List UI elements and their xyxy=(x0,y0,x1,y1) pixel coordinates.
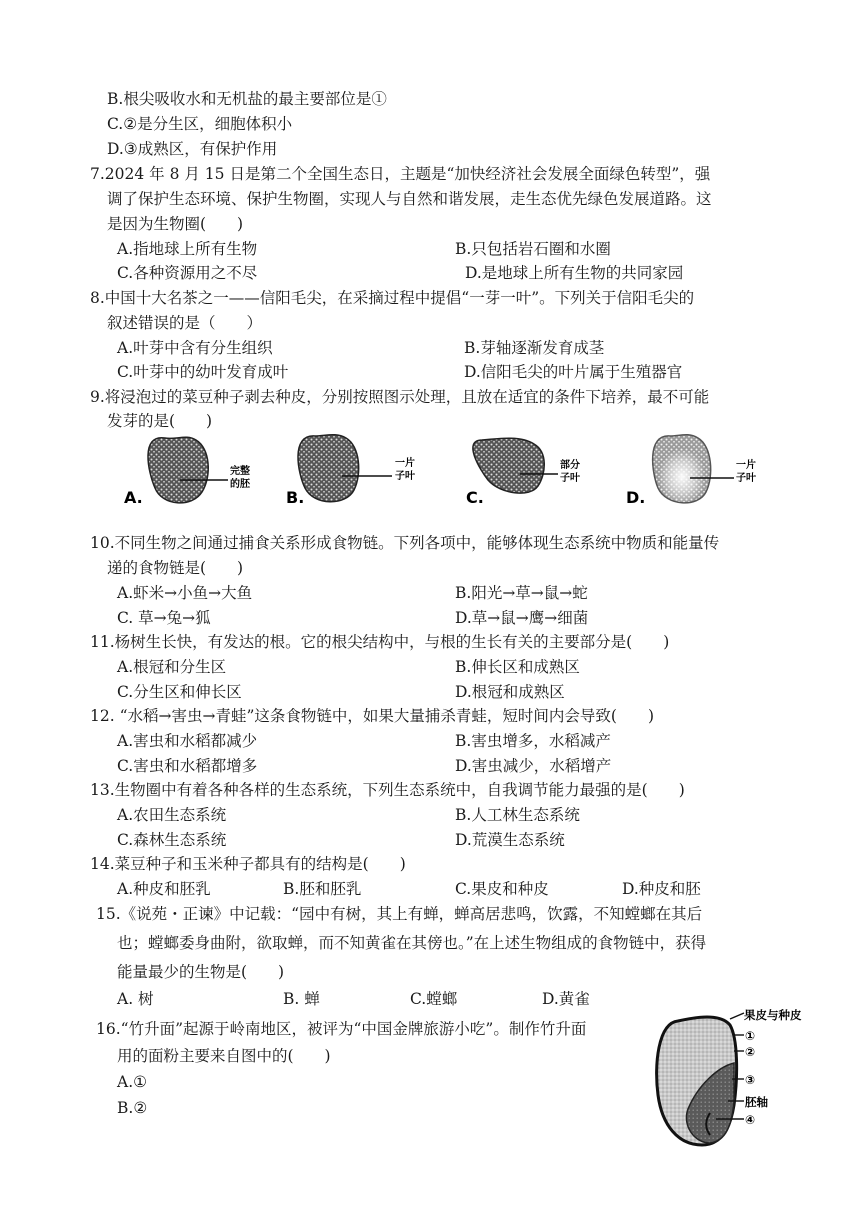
q15-stem-line1: 15.《说苑・正谏》中记载：“园中有树，其上有蝉，蝉高居悲鸣，饮露，不知螳螂在其后 xyxy=(96,905,703,923)
q16-option-a: A.① xyxy=(117,1073,148,1091)
q10-option-c: C. 草→兔→狐 xyxy=(117,609,211,627)
corn-seed-label-3: ③ xyxy=(745,1073,756,1087)
q14-option-a: A.种皮和胚乳 xyxy=(117,880,211,898)
seed-b-label-line2: 子叶 xyxy=(395,471,415,482)
corn-seed-label-pericarp: 果皮与种皮 xyxy=(744,1008,802,1022)
q11-option-c: C.分生区和伸长区 xyxy=(117,683,242,701)
q13-option-c: C.森林生态系统 xyxy=(117,831,227,849)
q14-stem-line1: 14.菜豆种子和玉米种子都具有的结构是( ) xyxy=(90,855,406,873)
q13-option-a: A.农田生态系统 xyxy=(117,806,227,824)
q15-stem-line2: 也；螳螂委身曲附，欲取蝉，而不知黄雀在其傍也。”在上述生物组成的食物链中，获得 xyxy=(117,934,707,952)
q12-option-c: C.害虫和水稻都增多 xyxy=(117,757,258,775)
q15-option-d: D.黄雀 xyxy=(542,990,590,1008)
q12-option-a: A.害虫和水稻都减少 xyxy=(117,732,258,750)
q10-stem-line2: 递的食物链是( ) xyxy=(107,559,244,577)
seed-a-letter: A. xyxy=(124,488,143,507)
q15-option-b: B. 蝉 xyxy=(283,990,320,1008)
q11-option-b: B.伸长区和成熟区 xyxy=(455,658,580,676)
q13-stem-line1: 13.生物圈中有着各种各样的生态系统，下列生态系统中，自我调节能力最强的是( ) xyxy=(90,781,685,799)
q9-seed-figure xyxy=(110,428,790,516)
q7-stem-line1: 7.2024 年 8 月 15 日是第二个全国生态日，主题是“加快经济社会发展全面绿色转型”，强 xyxy=(90,165,711,183)
q12-option-b: B.害虫增多，水稻减产 xyxy=(455,732,611,750)
q8-stem-line1: 8.中国十大名茶之一——信阳毛尖，在采摘过程中提倡“一芽一叶”。下列关于信阳毛尖的 xyxy=(90,289,695,307)
seed-a xyxy=(124,437,251,507)
prev-option-d: D.③成熟区，有保护作用 xyxy=(107,140,278,158)
seed-d-label-line2: 子叶 xyxy=(736,473,756,484)
q7-option-d: D.是地球上所有生物的共同家园 xyxy=(465,264,684,282)
q12-option-d: D.害虫减少，水稻增产 xyxy=(455,757,612,775)
seed-c-label-line1: 部分 xyxy=(560,460,580,471)
q10-option-b: B.阳光→草→鼠→蛇 xyxy=(455,584,588,602)
q9-stem-line2: 发芽的是( ) xyxy=(107,412,213,430)
q15-stem-line3: 能量最少的生物是( ) xyxy=(117,963,285,981)
q8-option-c: C.叶芽中的幼叶发育成叶 xyxy=(117,363,289,381)
corn-seed-label-1: ① xyxy=(745,1029,756,1043)
seed-a-label-line2: 的胚 xyxy=(230,479,250,490)
seed-c-label-line2: 子叶 xyxy=(560,473,580,484)
q14-option-d: D.种皮和胚 xyxy=(622,880,701,898)
seed-a-label-line1: 完整 xyxy=(230,466,250,477)
q11-stem-line1: 11.杨树生长快，有发达的根。它的根尖结构中，与根的生长有关的主要部分是( ) xyxy=(90,633,670,651)
corn-seed-label-2: ② xyxy=(745,1045,756,1059)
q15-option-a: A. 树 xyxy=(117,990,154,1008)
q8-option-a: A.叶芽中含有分生组织 xyxy=(117,339,273,357)
seed-b-label-line1: 一片 xyxy=(395,458,415,469)
q16-stem-line1: 16.“竹升面”起源于岭南地区，被评为“中国金牌旅游小吃”。制作竹升面 xyxy=(96,1020,587,1038)
q7-stem-line3: 是因为生物圈( ) xyxy=(107,215,244,233)
q8-stem-line2: 叙述错误的是（ ） xyxy=(107,314,263,332)
corn-seed-label-hypocotyl: 胚轴 xyxy=(745,1095,768,1109)
q16-option-b: B.② xyxy=(117,1099,148,1117)
q7-option-c: C.各种资源用之不尽 xyxy=(117,264,258,282)
corn-seed xyxy=(657,1017,737,1145)
q7-option-b: B.只包括岩石圈和水圈 xyxy=(455,240,611,258)
q7-option-a: A.指地球上所有生物 xyxy=(117,240,258,258)
q10-option-d: D.草→鼠→鹰→细菌 xyxy=(455,609,589,627)
q7-stem-line2: 调了保护生态环境、保护生物圈，实现人与自然和谐发展，走生态优先绿色发展道路。这 xyxy=(107,190,712,208)
seed-b-letter: B. xyxy=(286,488,305,507)
q11-option-d: D.根冠和成熟区 xyxy=(455,683,565,701)
q10-stem-line1: 10.不同生物之间通过捕食关系形成食物链。下列各项中，能够体现生态系统中物质和能量传 xyxy=(90,534,720,552)
prev-option-b: B.根尖吸收水和无机盐的最主要部位是① xyxy=(107,90,387,108)
q14-option-c: C.果皮和种皮 xyxy=(455,880,549,898)
seed-c xyxy=(466,438,581,507)
q16-stem-line2: 用的面粉主要来自图中的( ) xyxy=(117,1047,331,1065)
q10-option-a: A.虾米→小鱼→大鱼 xyxy=(117,584,253,602)
q8-option-d: D.信阳毛尖的叶片属于生殖器官 xyxy=(464,363,683,381)
q14-option-b: B.胚和胚乳 xyxy=(283,880,362,898)
q11-option-a: A.根冠和分生区 xyxy=(117,658,227,676)
seed-c-letter: C. xyxy=(466,488,484,507)
seed-d-letter: D. xyxy=(626,488,646,507)
prev-option-c: C.②是分生区，细胞体积小 xyxy=(107,115,293,133)
q16-corn-seed-figure xyxy=(648,1005,810,1151)
q15-option-c: C.螳螂 xyxy=(410,990,458,1008)
q9-stem-line1: 9.将浸泡过的菜豆种子剥去种皮，分别按照图示处理，且放在适宜的条件下培养，最不可能 xyxy=(90,388,710,406)
seed-d-label-line1: 一片 xyxy=(736,460,756,471)
q12-stem-line1: 12. “水稻→害虫→青蛙”这条食物链中，如果大量捕杀青蛙，短时间内会导致( ) xyxy=(90,707,654,725)
seed-b xyxy=(286,435,416,507)
seed-d xyxy=(626,435,757,507)
corn-seed-label-4: ④ xyxy=(745,1113,756,1127)
q8-option-b: B.芽轴逐渐发育成茎 xyxy=(464,339,605,357)
q13-option-d: D.荒漠生态系统 xyxy=(455,831,565,849)
q13-option-b: B.人工林生态系统 xyxy=(455,806,580,824)
